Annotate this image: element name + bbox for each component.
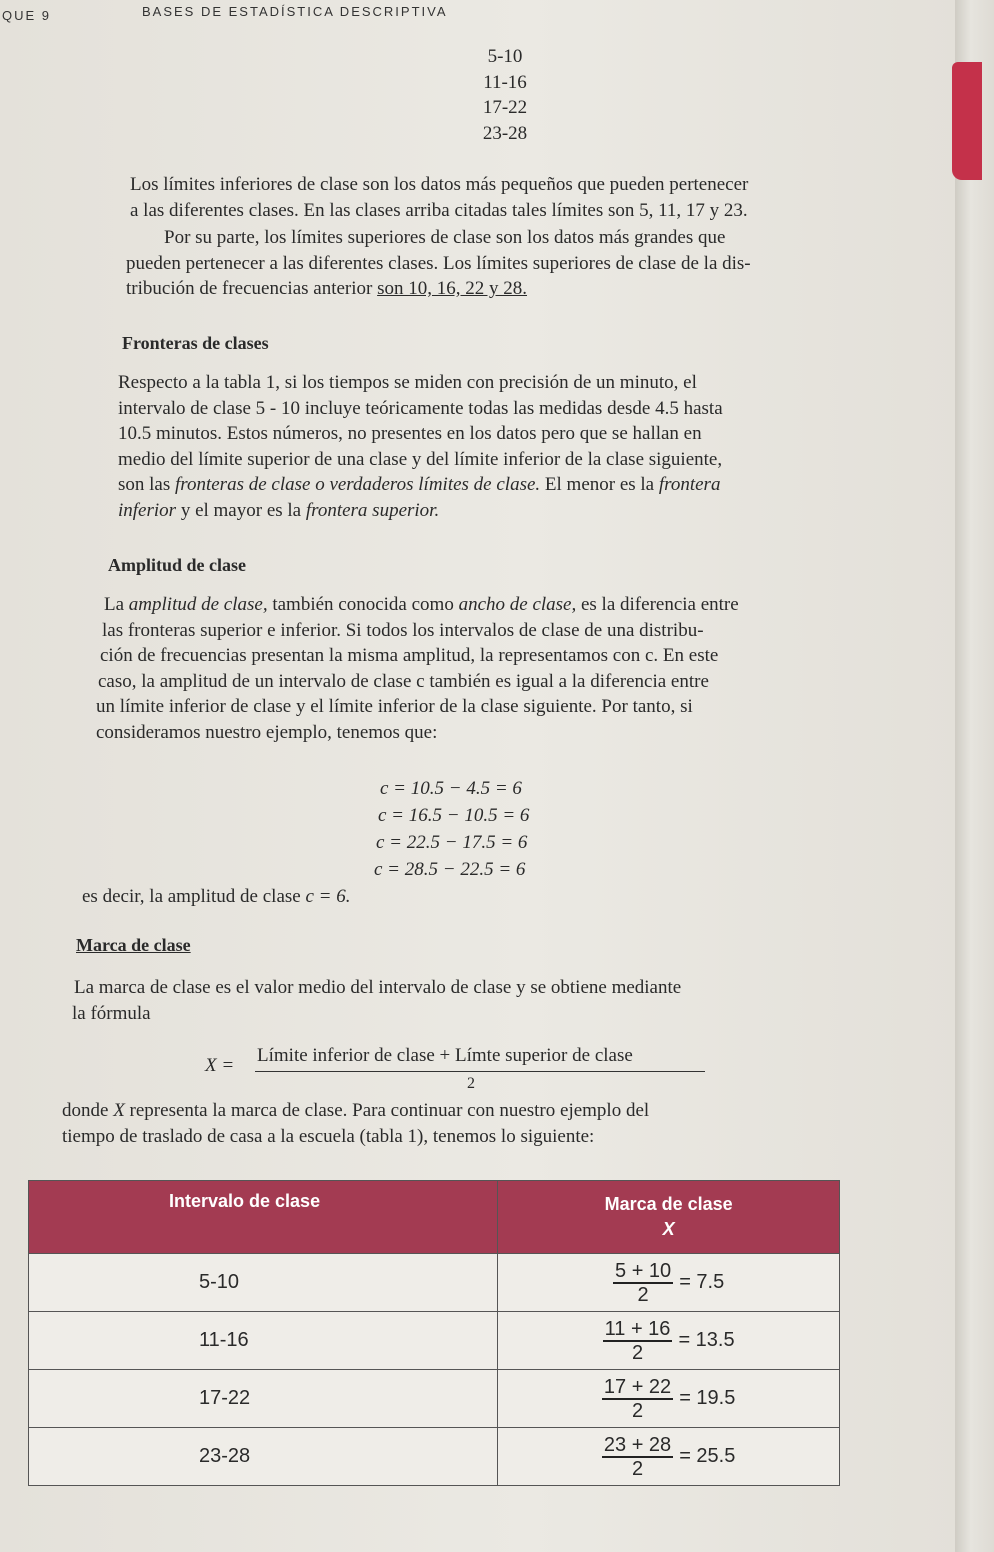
paragraph-limites-inferiores: Los límites inferiores de clase son los datos más pequeños que pueden pertenecer a las diferentes clases. En las clases arriba citadas tales límites son 5, 11, 17 y 23. [130, 174, 749, 221]
table-header-row [29, 1181, 840, 1254]
paragraph-fronteras: Respecto a la tabla 1, si los tiempos se miden con precisión de un minuto, el intervalo de clase 5 - 10 incluye teóricamente todas las medidas desde 4.5 hasta 10.5 minutos. Estos números, no presentes en los datos pero que se hallan en medio del límite superior de una clase y del límite inferior de la clase siguiente, son las fronteras de clase o verdaderos límites de clase. El menor es la frontera inferior y el mayor es la frontera superior. [118, 372, 723, 521]
formula-numerator: Límite inferior de clase + Límte superior de clase [257, 1045, 633, 1066]
paragraph-donde: donde X representa la marca de clase. Para continuar con nuestro ejemplo del tiempo de traslado de casa a la escuela (tabla 1), tenemos lo siguiente: [62, 1100, 650, 1147]
fraction-bar [255, 1071, 705, 1072]
equation-line: c = 28.5 − 22.5 = 6 [374, 859, 526, 880]
amplitude-equations [330, 775, 630, 883]
paragraph-amplitud-result: es decir, la amplitud de clase c = 6. [82, 886, 351, 907]
table [28, 1180, 840, 1486]
header-interval: Intervalo de clase [29, 1181, 498, 1254]
cell-interval: 5-10 [29, 1254, 498, 1312]
range-item: 23-28 [482, 122, 528, 144]
table-row [29, 1254, 840, 1312]
paragraph-amplitud: La amplitud de clase, también conocida como ancho de clase, es la diferencia entre las fronteras superior e inferior. Si todos los intervalos de clase de una distribu- ción de frecuencias presentan la misma amplitud, la representamos con c. En este caso, la amplitud de un intervalo de clase c también es igual a la diferencia entre un límite inferior de clase y el límite inferior de la clase siguiente. Por tanto, si consideramos nuestro ejemplo, tenemos que: [96, 594, 739, 743]
cell-mark: $\frac{23 + 28}{2}$ = 25.5 [498, 1428, 840, 1486]
running-header [0, 4, 600, 26]
class-mark-table [28, 1180, 840, 1530]
running-title: BASES DE ESTADÍSTICA DESCRIPTIVA [142, 4, 448, 19]
formula-lhs: X = [205, 1055, 235, 1076]
class-range-list [470, 44, 540, 146]
range-item: 5-10 [487, 46, 523, 67]
equation-line: c = 16.5 − 10.5 = 6 [378, 805, 530, 826]
table-row [29, 1370, 840, 1428]
cell-interval: 17-22 [29, 1370, 498, 1428]
adjacent-page-edge [955, 0, 994, 1552]
red-page-tab [952, 62, 982, 180]
cell-mark: $\frac{17 + 22}{2}$ = 19.5 [498, 1370, 840, 1428]
equation-line: c = 22.5 − 17.5 = 6 [376, 832, 528, 853]
heading-amplitud: Amplitud de clase [108, 555, 247, 575]
cell-interval: 11-16 [29, 1312, 498, 1370]
underlined-text: son 10, 16, 22 y 28. [377, 278, 528, 299]
equation-line: c = 10.5 − 4.5 = 6 [380, 778, 522, 799]
paragraph-marca: La marca de clase es el valor medio del intervalo de clase y se obtiene mediante la fórmula [72, 977, 682, 1024]
class-mark-formula [205, 1045, 725, 1105]
cell-mark: $\frac{11 + 16}{2}$ = 13.5 [498, 1312, 840, 1370]
table-row [29, 1428, 840, 1486]
range-item: 11-16 [483, 71, 527, 93]
header-mark: Marca de clase X [498, 1181, 840, 1254]
formula-denominator: 2 [467, 1075, 475, 1092]
heading-fronteras: Fronteras de clases [122, 333, 269, 353]
header-mark-variable: X [662, 1219, 675, 1239]
paragraph-limites-superiores: Por su parte, los límites superiores de clase son los datos más grandes que pueden pertenecer a las diferentes clases. Los límites superiores de clase de la dis- tribución de frecuencias anterior son 10, 16, 22 y 28. [126, 227, 751, 299]
chapter-label: QUE 9 [2, 8, 52, 23]
heading-marca: Marca de clase [76, 935, 191, 955]
cell-interval: 23-28 [29, 1428, 498, 1486]
table-row [29, 1312, 840, 1370]
range-item: 17-22 [482, 97, 528, 118]
cell-mark: $\frac{5 + 10}{2}$ = 7.5 [498, 1254, 840, 1312]
